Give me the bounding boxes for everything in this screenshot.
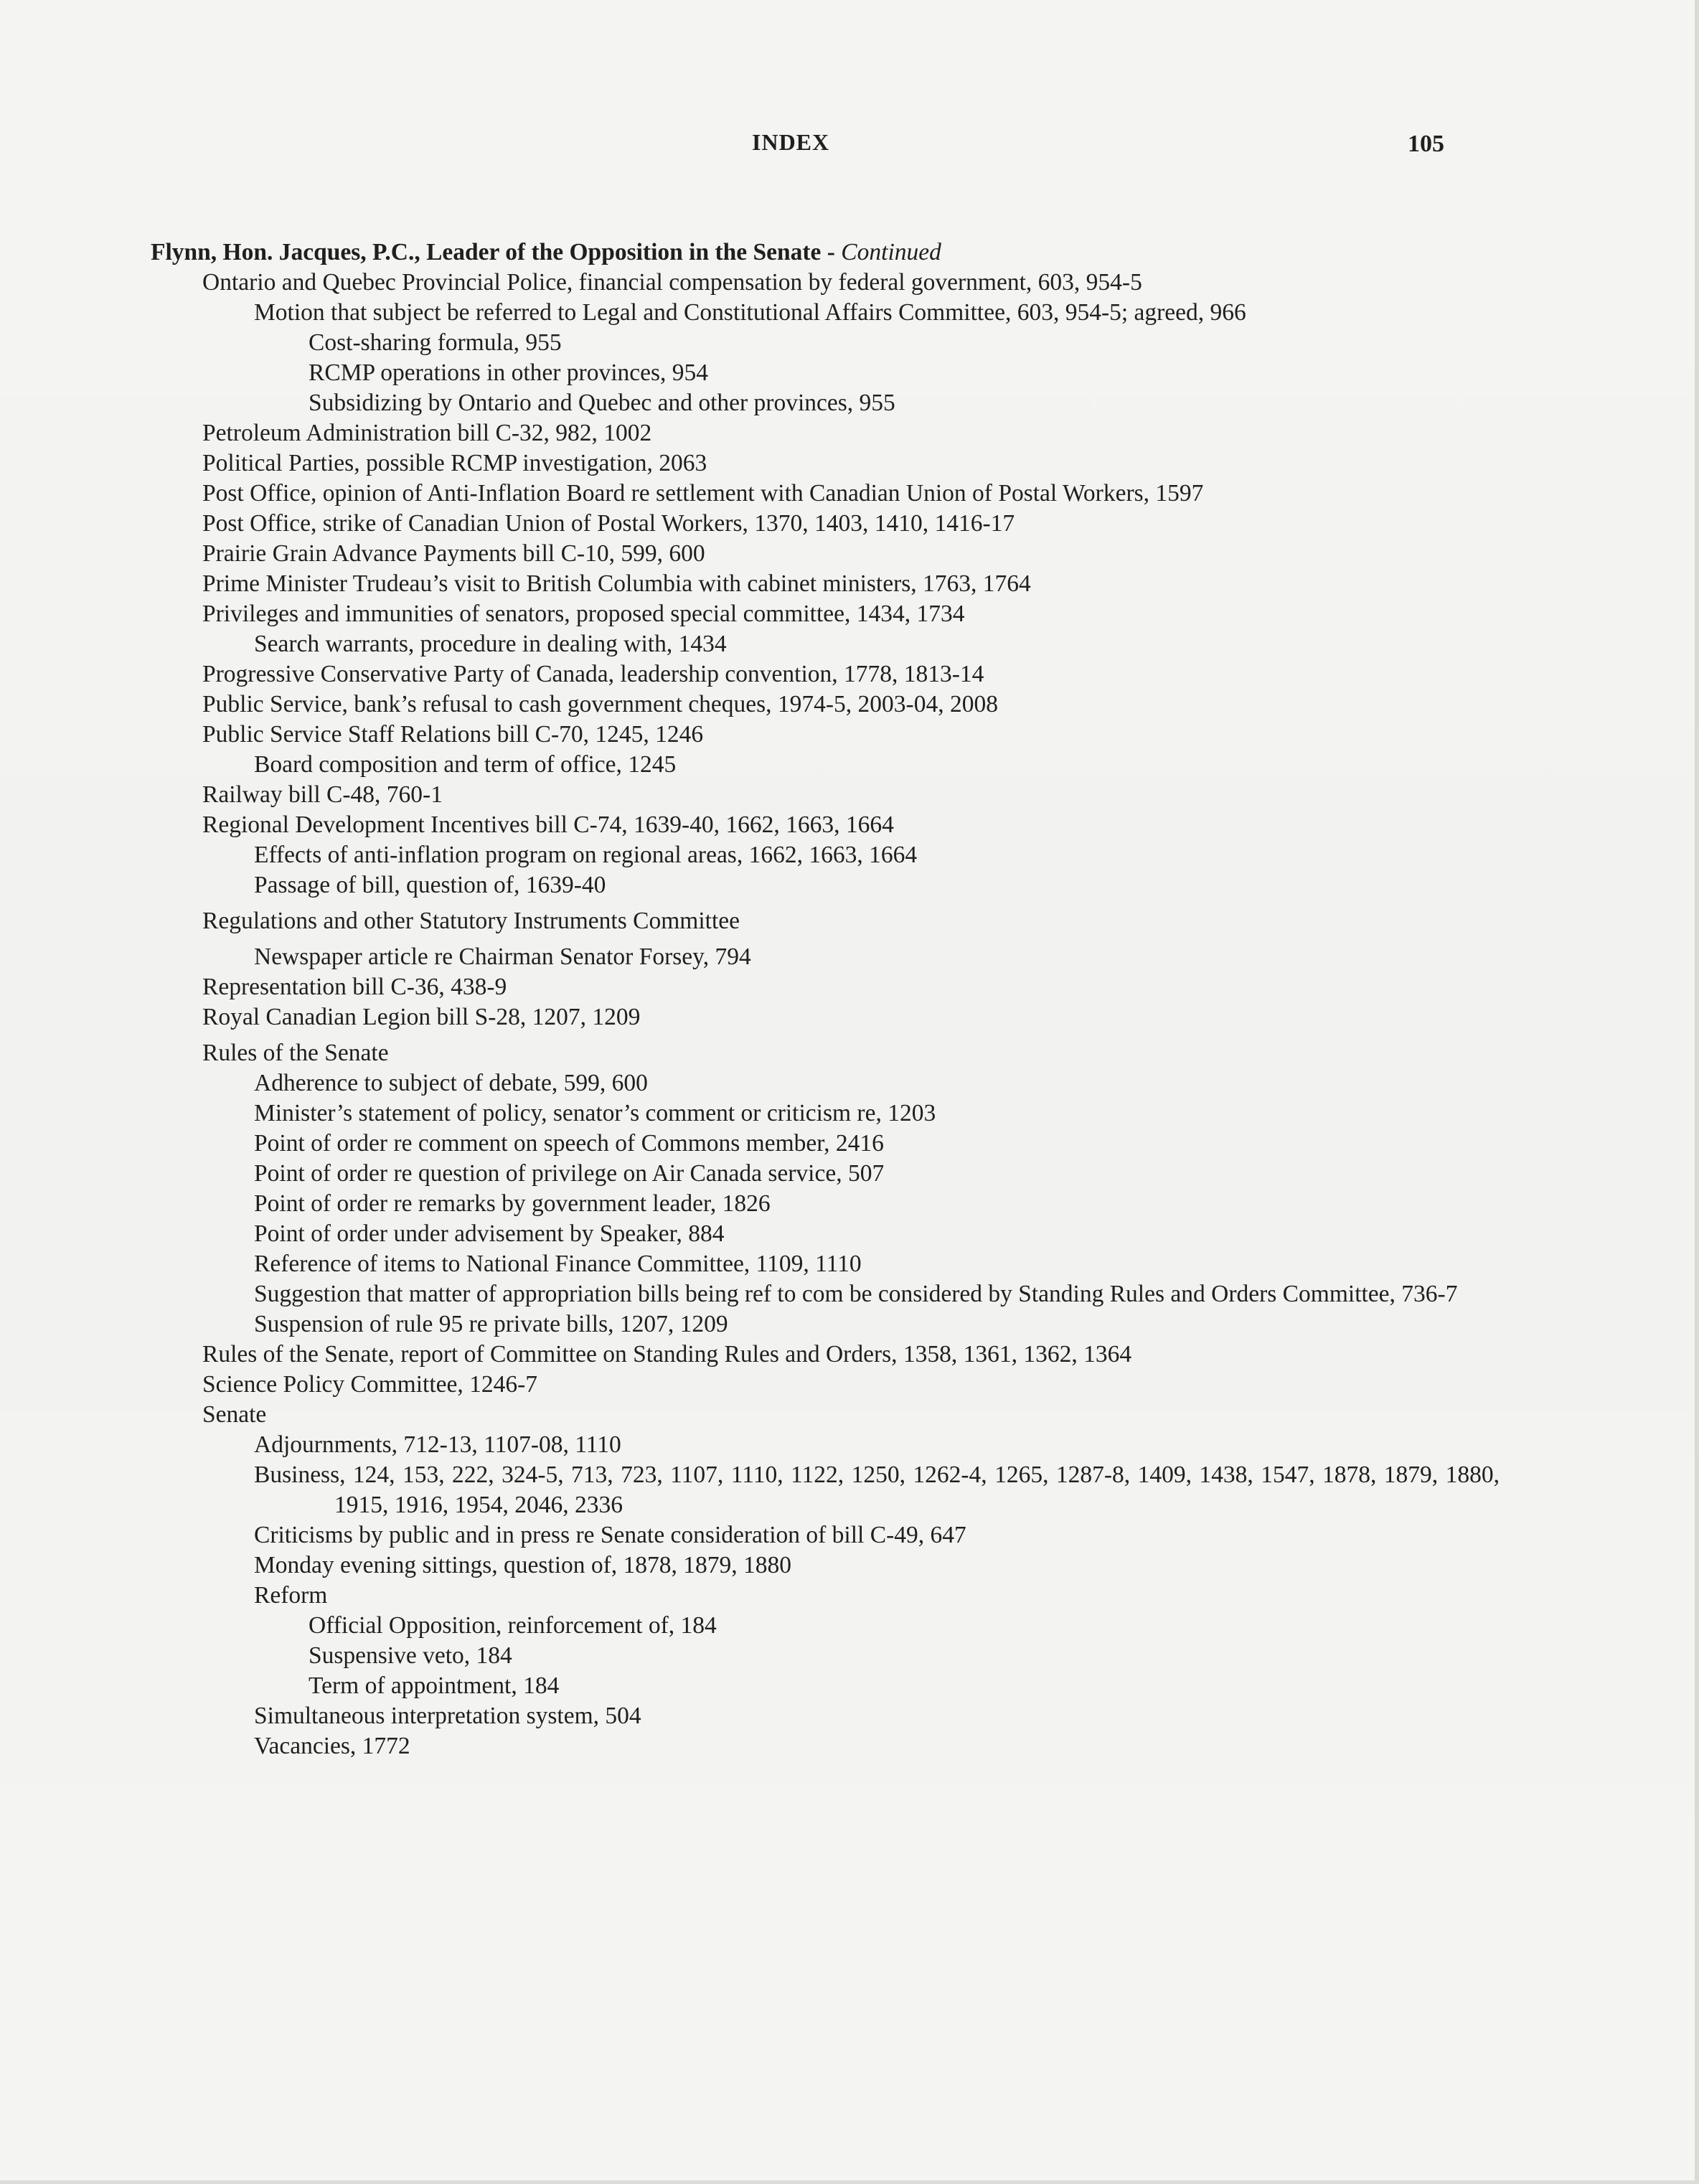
- scan-edge: [1695, 0, 1699, 2184]
- index-subsubentry: Cost-sharing formula, 955: [309, 329, 562, 356]
- index-subentry: Effects of anti-inflation program on regional areas, 1662, 1663, 1664: [254, 842, 918, 868]
- index-entry: Railway bill C-48, 760-1: [202, 781, 443, 808]
- index-entry: Post Office, strike of Canadian Union of Postal Workers, 1370, 1403, 1410, 1416-17: [202, 510, 1015, 537]
- index-subsubentry: Official Opposition, reinforcement of, 184: [309, 1612, 717, 1639]
- scan-edge: [0, 2180, 1699, 2184]
- page-number: 105: [1408, 131, 1444, 157]
- index-subentry: Business, 124, 153, 222, 324-5, 713, 723, 1107, 1110, 1122, 1250, 1262-4, 1265, 1287-8, 1409, 1438, 1547, 1878, 1879, 1880, 1915, 1916, 1954, 2046, 2336: [254, 1462, 1500, 1518]
- index-entry: Petroleum Administration bill C-32, 982, 1002: [202, 420, 652, 446]
- index-heading: [151, 237, 1500, 268]
- index-subsubentry: Term of appointment, 184: [309, 1672, 560, 1699]
- index-subentry: Simultaneous interpretation system, 504: [254, 1703, 641, 1729]
- index-entry: Public Service Staff Relations bill C-70, 1245, 1246: [202, 721, 704, 748]
- index-subentry: Point of order under advisement by Speaker, 884: [254, 1220, 725, 1247]
- index-subentry: Point of order re remarks by government leader, 1826: [254, 1190, 771, 1217]
- index-entry: Regulations and other Statutory Instruments Committee: [202, 908, 740, 934]
- index-entry: Ontario and Quebec Provincial Police, financial compensation by federal government, 603, 954-5: [202, 269, 1142, 296]
- index-entry: Progressive Conservative Party of Canada, leadership convention, 1778, 1813-14: [202, 661, 984, 687]
- index-subentry: Point of order re question of privilege on Air Canada service, 507: [254, 1160, 885, 1187]
- index-subentry: Criticisms by public and in press re Senate consideration of bill C-49, 647: [254, 1522, 966, 1548]
- index-subentry: Minister’s statement of policy, senator’s comment or criticism re, 1203: [254, 1100, 936, 1126]
- index-subentry: Board composition and term of office, 1245: [254, 751, 677, 778]
- index-subsubentry: Subsidizing by Ontario and Quebec and other provinces, 955: [309, 390, 895, 416]
- index-subentry: Newspaper article re Chairman Senator Forsey, 794: [254, 943, 751, 970]
- index-entries: [151, 237, 1500, 1761]
- index-subentry: Motion that subject be referred to Legal and Constitutional Affairs Committee, 603, 954-5; agreed, 966: [254, 299, 1246, 326]
- index-entry: Regional Development Incentives bill C-74, 1639-40, 1662, 1663, 1664: [202, 811, 894, 838]
- index-entry: Prairie Grain Advance Payments bill C-10, 599, 600: [202, 540, 705, 567]
- index-subentry: Point of order re comment on speech of Commons member, 2416: [254, 1130, 884, 1157]
- continued-label: Continued: [841, 239, 941, 265]
- index-subentry: Search warrants, procedure in dealing with, 1434: [254, 631, 727, 657]
- index-entry: Privileges and immunities of senators, proposed special committee, 1434, 1734: [202, 601, 965, 627]
- index-subentry: Reference of items to National Finance Committee, 1109, 1110: [254, 1251, 862, 1277]
- index-subsubentry: RCMP operations in other provinces, 954: [309, 359, 709, 386]
- heading-name: Flynn, Hon. Jacques, P.C., Leader of the Opposition in the Senate -: [151, 239, 842, 265]
- index-subentry: Suspension of rule 95 re private bills, 1207, 1209: [254, 1311, 728, 1337]
- index-entry: Science Policy Committee, 1246-7: [202, 1371, 538, 1398]
- index-entry: Public Service, bank’s refusal to cash government cheques, 1974-5, 2003-04, 2008: [202, 691, 998, 717]
- index-subentry: Adherence to subject of debate, 599, 600: [254, 1070, 648, 1096]
- index-entry: Prime Minister Trudeau’s visit to British Columbia with cabinet ministers, 1763, 1764: [202, 570, 1031, 597]
- index-subsubentry: Suspensive veto, 184: [309, 1642, 512, 1669]
- index-entry: Political Parties, possible RCMP investigation, 2063: [202, 450, 707, 476]
- index-subentry: Vacancies, 1772: [254, 1733, 410, 1759]
- page-title: INDEX: [752, 129, 830, 155]
- index-subentry: Reform: [254, 1582, 328, 1609]
- index-entry: Representation bill C-36, 438-9: [202, 974, 507, 1000]
- index-subentry: Monday evening sittings, question of, 1878, 1879, 1880: [254, 1552, 792, 1578]
- index-subentry: Adjournments, 712-13, 1107-08, 1110: [254, 1431, 621, 1458]
- index-entry: Rules of the Senate: [202, 1040, 389, 1066]
- index-entry: Post Office, opinion of Anti-Inflation Board re settlement with Canadian Union of Postal Workers, 1597: [202, 480, 1204, 507]
- index-entry: Rules of the Senate, report of Committee on Standing Rules and Orders, 1358, 1361, 1362, 1364: [202, 1341, 1132, 1368]
- index-entry: Royal Canadian Legion bill S-28, 1207, 1209: [202, 1004, 641, 1030]
- running-head: [0, 129, 1699, 165]
- index-subentry: Passage of bill, question of, 1639-40: [254, 872, 606, 898]
- index-subentry: Suggestion that matter of appropriation bills being ref to com be considered by Standing Rules and Orders Committee, 736-7: [254, 1281, 1458, 1307]
- index-entry: Senate: [202, 1401, 267, 1428]
